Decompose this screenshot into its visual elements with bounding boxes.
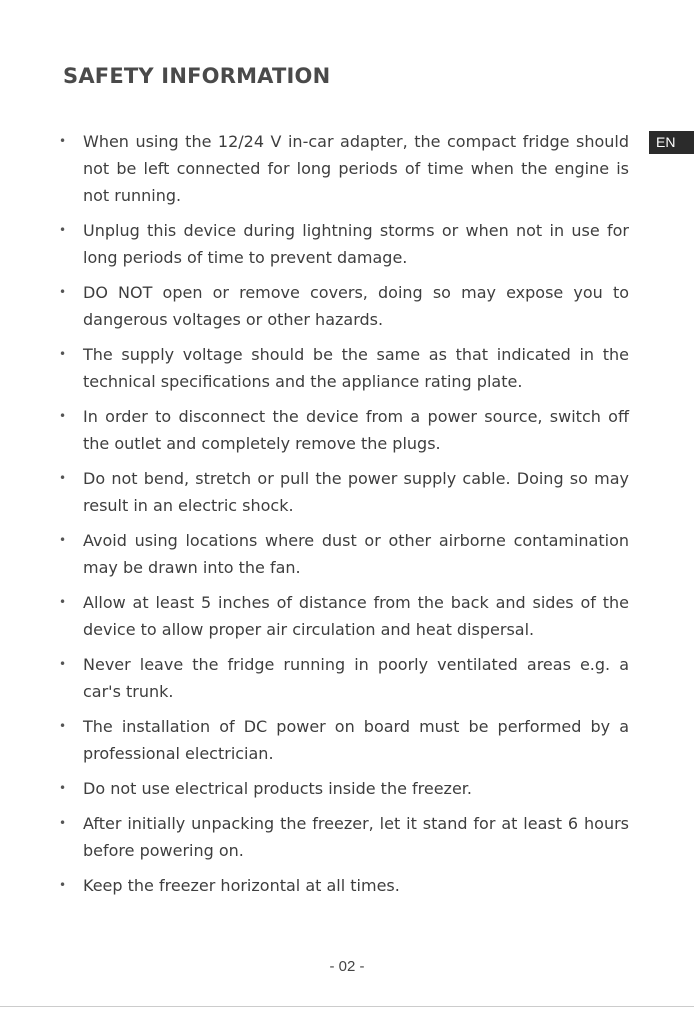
page-number: - 02 -	[329, 958, 365, 975]
list-item	[59, 775, 629, 802]
list-item	[59, 872, 629, 899]
list-item	[59, 217, 629, 271]
bullet-icon: •	[59, 719, 67, 733]
list-item-text: After initially unpacking the freezer, let it stand for at least 6 hours before powering on.	[83, 814, 629, 860]
bullet-icon: •	[59, 134, 67, 148]
bullet-icon: •	[59, 347, 67, 361]
list-item-text: The installation of DC power on board must be performed by a professional electrician.	[83, 717, 629, 763]
bullet-icon: •	[59, 223, 67, 237]
list-item-text: Do not bend, stretch or pull the power supply cable. Doing so may result in an electric shock.	[83, 469, 629, 515]
bullet-icon: •	[59, 285, 67, 299]
list-item	[59, 527, 629, 581]
page-title: SAFETY INFORMATION	[63, 64, 331, 88]
language-tab: EN	[649, 131, 694, 154]
list-item	[59, 651, 629, 705]
list-item-text: In order to disconnect the device from a power source, switch off the outlet and completely remove the plugs.	[83, 407, 629, 453]
list-item	[59, 128, 629, 209]
bullet-icon: •	[59, 781, 67, 795]
list-item-text: Unplug this device during lightning storms or when not in use for long periods of time to prevent damage.	[83, 221, 629, 267]
bottom-divider	[0, 1006, 694, 1007]
list-item-text: Do not use electrical products inside the freezer.	[83, 779, 472, 798]
bullet-icon: •	[59, 878, 67, 892]
bullet-icon: •	[59, 657, 67, 671]
bullet-icon: •	[59, 533, 67, 547]
list-item-text: Allow at least 5 inches of distance from the back and sides of the device to allow proper air circulation and heat dispersal.	[83, 593, 629, 639]
list-item-text: DO NOT open or remove covers, doing so may expose you to dangerous voltages or other hazards.	[83, 283, 629, 329]
bullet-icon: •	[59, 595, 67, 609]
list-item	[59, 341, 629, 395]
list-item	[59, 589, 629, 643]
safety-list	[59, 128, 629, 907]
list-item	[59, 465, 629, 519]
list-item-text: Never leave the fridge running in poorly ventilated areas e.g. a car's trunk.	[83, 655, 629, 701]
list-item	[59, 810, 629, 864]
bullet-icon: •	[59, 816, 67, 830]
list-item	[59, 713, 629, 767]
list-item	[59, 279, 629, 333]
list-item-text: The supply voltage should be the same as that indicated in the technical specifications and the appliance rating plate.	[83, 345, 629, 391]
bullet-icon: •	[59, 471, 67, 485]
bullet-icon: •	[59, 409, 67, 423]
list-item-text: Keep the freezer horizontal at all times.	[83, 876, 400, 895]
list-item-text: Avoid using locations where dust or other airborne contamination may be drawn into the fan.	[83, 531, 629, 577]
list-item	[59, 403, 629, 457]
list-item-text: When using the 12/24 V in-car adapter, the compact fridge should not be left connected for long periods of time when the engine is not running.	[83, 132, 629, 205]
